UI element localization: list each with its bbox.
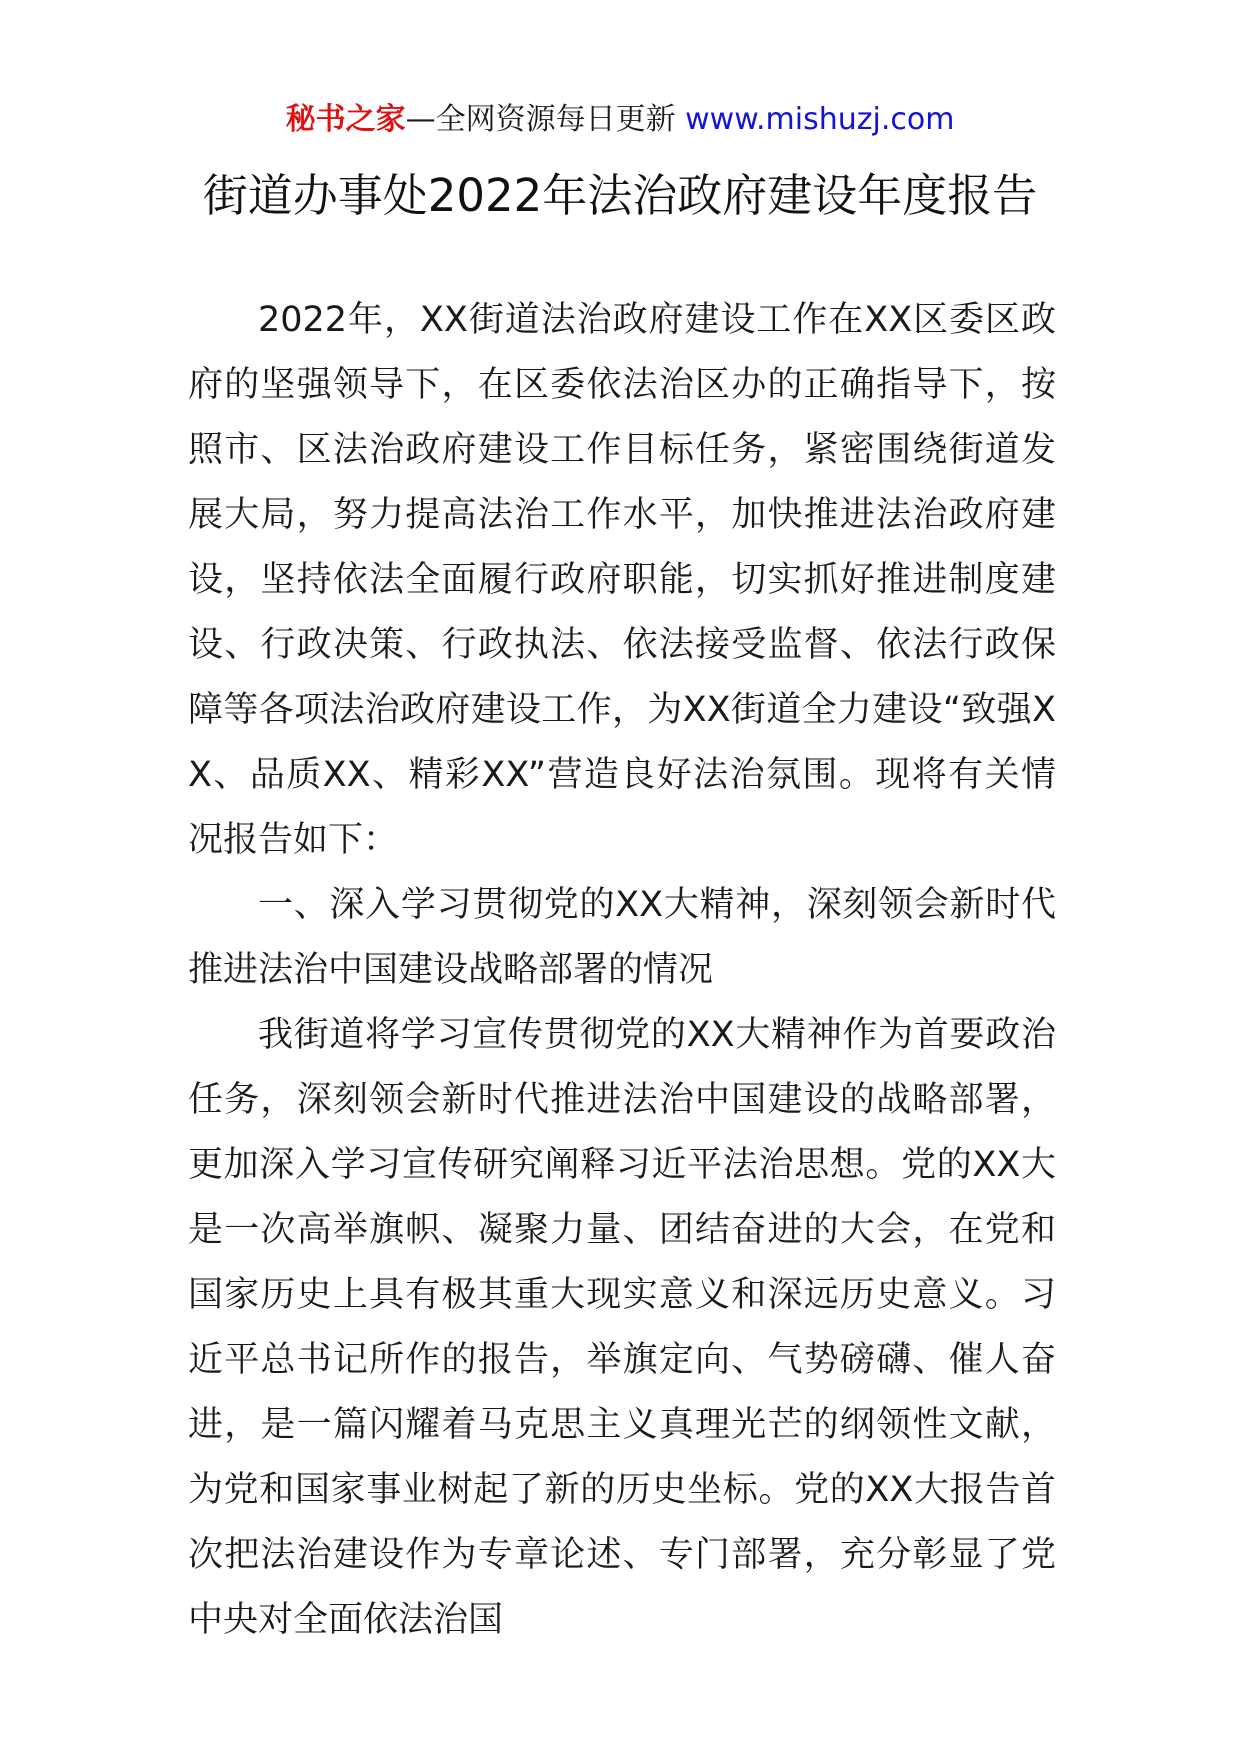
brand-name: 秘书之家 [285,102,406,137]
document-body [188,288,1056,1653]
site-header [0,98,1240,142]
section-heading-1: 一、深入学习贯彻党的XX大精神，深刻领会新时代推进法治中国建设战略部署的情况 [188,885,1056,990]
paragraph-intro: 2022年，XX街道法治政府建设工作在XX区委区政府的坚强领导下，在区委依法治区办的正确指导下，按照市、区法治政府建设工作目标任务，紧密围绕街道发展大局，努力提高法治工作水平，加快推进法治政府建设，坚持依法全面履行政府职能，切实抓好推进制度建设、行政决策、行政执法、依法接受监督、依法行政保障等各项法治政府建设工作，为XX街道全力建设“致强XX、品质XX、精彩XX”营造良好法治氛围。现将有关情况报告如下： [188,300,1056,860]
paragraph-section-1: 我街道将学习宣传贯彻党的XX大精神作为首要政治任务，深刻领会新时代推进法治中国建设的战略部署，更加深入学习宣传研究阐释习近平法治思想。党的XX大是一次高举旗帜、凝聚力量、团结奋进的大会，在党和国家历史上具有极其重大现实意义和深远历史意义。习近平总书记所作的报告，举旗定向、气势磅礴、催人奋进，是一篇闪耀着马克思主义真理光芒的纲领性文献，为党和国家事业树起了新的历史坐标。党的XX大报告首次把法治建设作为专章论述、专门部署，充分彰显了党中央对全面依法治国 [188,1015,1056,1640]
site-url-link[interactable]: www.mishuzj.com [685,102,955,137]
document-title: 街道办事处2022年法治政府建设年度报告 [202,169,1038,222]
header-tagline: —全网资源每日更新 [405,102,686,137]
